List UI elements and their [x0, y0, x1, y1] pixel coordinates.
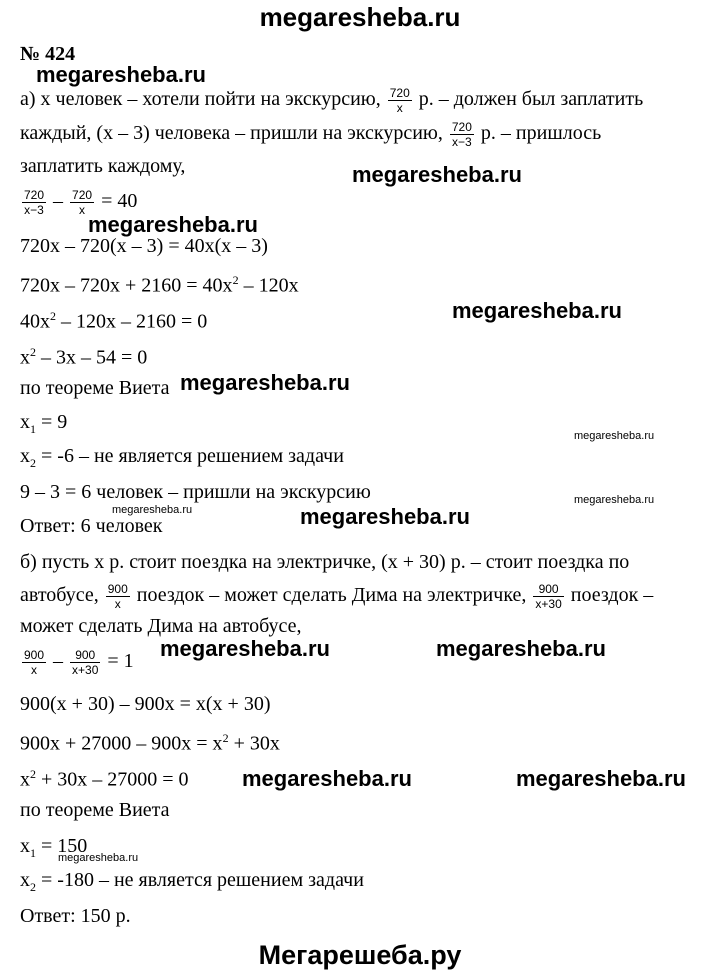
- watermark: megaresheba.ru: [300, 504, 470, 529]
- fraction: $\frac{900}{x}$: [107, 582, 128, 611]
- watermark: megaresheba.ru: [516, 766, 686, 791]
- fraction: $\frac{900}{x}$: [24, 648, 45, 677]
- part-b-root-1: $x_1 = 150$: [20, 835, 88, 860]
- part-b-root-2: $x_2 = -180$ – не является решением задачи: [20, 869, 364, 894]
- part-b-vieta: по теореме Виета: [20, 799, 170, 821]
- part-a-calculation: 9 – 3 = 6 человек – пришли на экскурсию: [20, 481, 371, 503]
- part-b-line-1: б) пусть x р. стоит поездка на электричке, (x + 30) р. – стоит поездка по: [20, 551, 630, 573]
- part-a-answer: Ответ: 6 человек: [20, 515, 163, 537]
- part-b-line-3: может сделать Дима на автобусе,: [20, 615, 302, 637]
- fraction: $\frac{720}{x}$: [72, 188, 93, 217]
- part-a-step-3: $40x^2 - 120x - 2160 = 0$: [20, 309, 208, 333]
- part-b-step-3: $x^2 + 30x - 27000 = 0$: [20, 767, 189, 791]
- watermark: megaresheba.ru: [242, 766, 412, 791]
- part-b-step-2: $900x + 27000 - 900x = x^2 + 30x$: [20, 731, 280, 755]
- part-a-root-2: $x_2 = -6$ – не является решением задачи: [20, 445, 344, 470]
- site-footer: Мегарешеба.ру: [258, 940, 462, 970]
- watermark: megaresheba.ru: [180, 370, 350, 395]
- watermark: megaresheba.ru: [160, 636, 330, 661]
- part-b-equation: $\frac{900}{x}$ – $\frac{900}{x+30}$ = 1: [24, 648, 134, 677]
- part-a-line-2: каждый, (x – 3) человека – пришли на экскурсию, $\frac{720}{x-3}$ р. – пришлось: [20, 120, 602, 149]
- part-a-line-3: заплатить каждому,: [20, 155, 186, 177]
- fraction: $\frac{720}{x}$: [389, 86, 410, 115]
- part-b-line-2: автобусе, $\frac{900}{x}$ поездок – может сделать Дима на электричке, $\frac{900}{x+30}$ поездок –: [20, 582, 654, 611]
- part-a-equation: $\frac{720}{x-3}$ – $\frac{720}{x}$ = 40: [24, 188, 138, 217]
- problem-number: № 424: [20, 43, 76, 65]
- part-a-vieta: по теореме Виета: [20, 377, 170, 399]
- watermark: megaresheba.ru: [58, 852, 139, 864]
- site-header: megaresheba.ru: [259, 2, 461, 32]
- fraction: $\frac{900}{x+30}$: [535, 582, 562, 611]
- watermark: megaresheba.ru: [88, 212, 258, 237]
- part-b-answer: Ответ: 150 р.: [20, 905, 131, 927]
- watermark: megaresheba.ru: [574, 494, 655, 506]
- watermark: megaresheba.ru: [36, 62, 206, 87]
- part-a-line-1: а) x человек – хотели пойти на экскурсию, $\frac{720}{x}$ р. – должен был заплатить: [20, 86, 644, 115]
- part-b-step-1: 900(x + 30) – 900x = x(x + 30): [20, 693, 271, 715]
- watermark: megaresheba.ru: [436, 636, 606, 661]
- fraction: $\frac{720}{x-3}$: [451, 120, 472, 149]
- watermark: megaresheba.ru: [574, 430, 655, 442]
- part-a-root-1: $x_1 = 9$: [20, 411, 68, 436]
- fraction: $\frac{720}{x-3}$: [24, 188, 45, 217]
- watermark: megaresheba.ru: [112, 504, 193, 516]
- part-a-step-2: $720x - 720x + 2160 = 40x^2 - 120x$: [20, 273, 299, 297]
- watermark: megaresheba.ru: [352, 162, 522, 187]
- part-a-step-1: 720x – 720(x – 3) = 40x(x – 3): [20, 235, 268, 257]
- fraction: $\frac{900}{x+30}$: [72, 648, 99, 677]
- watermark: megaresheba.ru: [452, 298, 622, 323]
- part-a-step-4: $x^2 - 3x - 54 = 0$: [20, 345, 148, 369]
